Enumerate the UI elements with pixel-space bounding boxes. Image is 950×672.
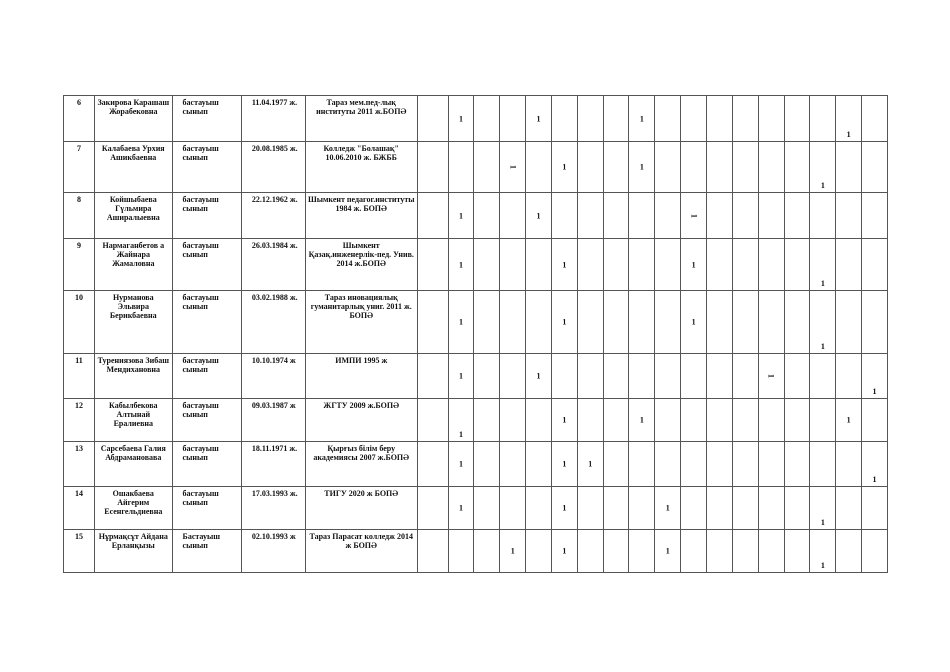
- mark-cell: [732, 399, 758, 442]
- mark-cell: [758, 399, 784, 442]
- mark-value: 1: [459, 211, 463, 220]
- mark-value: 1: [639, 162, 644, 172]
- mark-value: 1: [689, 213, 699, 218]
- mark-cell: [707, 291, 733, 354]
- education-info: Тараз иновациялық гуманитарлық униг. 2011 ж. БОПӘ: [305, 291, 417, 354]
- table-row: [64, 442, 888, 487]
- mark-cell: [474, 96, 500, 142]
- mark-value: 1: [562, 415, 567, 425]
- mark-cell: [500, 291, 526, 354]
- mark-cell: [603, 530, 629, 573]
- mark-cell: [629, 442, 655, 487]
- mark-cell: [629, 142, 655, 193]
- birth-date: 11.04.1977 ж.: [241, 96, 305, 142]
- mark-cell: [681, 442, 707, 487]
- mark-cell: [707, 239, 733, 291]
- mark-cell: [732, 530, 758, 573]
- mark-cell: [603, 239, 629, 291]
- mark-cell: [810, 96, 836, 142]
- mark-cell: [500, 193, 526, 239]
- mark-cell: [474, 354, 500, 399]
- mark-cell: [810, 487, 836, 530]
- table-row: [64, 142, 888, 193]
- mark-cell: [448, 354, 474, 399]
- mark-cell: [655, 142, 681, 193]
- mark-cell: [603, 142, 629, 193]
- teaching-level: бастауыш сынып: [172, 193, 241, 239]
- mark-cell: [577, 442, 603, 487]
- mark-cell: [629, 399, 655, 442]
- mark-cell: [551, 96, 577, 142]
- mark-value: 1: [846, 130, 851, 139]
- mark-cell: [551, 487, 577, 530]
- row-number: 6: [64, 96, 95, 142]
- mark-value: 1: [820, 279, 825, 288]
- mark-cell: [551, 442, 577, 487]
- mark-cell: [655, 530, 681, 573]
- mark-value: 1: [459, 260, 463, 269]
- mark-cell: [758, 530, 784, 573]
- mark-cell: [732, 487, 758, 530]
- mark-cell: [784, 442, 810, 487]
- mark-value: 1: [691, 260, 696, 269]
- mark-cell: [577, 354, 603, 399]
- table-row: [64, 193, 888, 239]
- mark-cell: [681, 142, 707, 193]
- mark-cell: [551, 142, 577, 193]
- mark-cell: [500, 142, 526, 193]
- mark-cell: [417, 399, 448, 442]
- birth-date: 26.03.1984 ж.: [241, 239, 305, 291]
- mark-cell: [526, 399, 552, 442]
- table-row: [64, 291, 888, 354]
- mark-cell: [862, 193, 888, 239]
- mark-cell: [577, 239, 603, 291]
- mark-cell: [681, 487, 707, 530]
- mark-cell: [603, 442, 629, 487]
- mark-cell: [784, 354, 810, 399]
- mark-cell: [603, 399, 629, 442]
- mark-value: 1: [459, 430, 463, 439]
- mark-cell: [551, 399, 577, 442]
- mark-value: 1: [562, 317, 567, 327]
- mark-cell: [474, 442, 500, 487]
- mark-cell: [655, 239, 681, 291]
- mark-cell: [784, 399, 810, 442]
- table-row: [64, 399, 888, 442]
- mark-cell: [784, 142, 810, 193]
- mark-cell: [500, 487, 526, 530]
- mark-cell: [629, 239, 655, 291]
- mark-cell: [629, 354, 655, 399]
- mark-cell: [474, 291, 500, 354]
- teacher-name: Ошакбаева Айгерим Есенгельдиевна: [95, 487, 173, 530]
- mark-cell: [474, 487, 500, 530]
- mark-cell: [810, 399, 836, 442]
- mark-cell: [448, 487, 474, 530]
- mark-cell: [474, 239, 500, 291]
- mark-value: 1: [766, 374, 776, 378]
- mark-cell: [862, 239, 888, 291]
- birth-date: 22.12.1962 ж.: [241, 193, 305, 239]
- birth-date: 09.03.1987 ж: [241, 399, 305, 442]
- row-number: 13: [64, 442, 95, 487]
- mark-cell: [758, 354, 784, 399]
- mark-cell: [707, 193, 733, 239]
- mark-cell: [526, 96, 552, 142]
- teaching-level: бастауыш сынып: [172, 354, 241, 399]
- mark-cell: [784, 487, 810, 530]
- mark-cell: [681, 354, 707, 399]
- mark-cell: [500, 239, 526, 291]
- mark-cell: [577, 487, 603, 530]
- row-number: 7: [64, 142, 95, 193]
- teacher-name: Нурманова Эльвира Берикбаевна: [95, 291, 173, 354]
- mark-cell: [655, 193, 681, 239]
- mark-value: 1: [639, 114, 644, 123]
- mark-cell: [629, 487, 655, 530]
- mark-cell: [784, 291, 810, 354]
- mark-cell: [810, 530, 836, 573]
- education-info: Тараз Парасат колледж 2014 ж БОПӘ: [305, 530, 417, 573]
- birth-date: 18.11.1971 ж.: [241, 442, 305, 487]
- mark-cell: [629, 291, 655, 354]
- mark-cell: [577, 96, 603, 142]
- mark-cell: [707, 487, 733, 530]
- mark-value: 1: [665, 503, 670, 513]
- mark-cell: [577, 142, 603, 193]
- education-info: ТИГУ 2020 ж БОПӘ: [305, 487, 417, 530]
- mark-cell: [417, 530, 448, 573]
- teacher-name: Сарсебаева Галия Абдрамановава: [95, 442, 173, 487]
- row-number: 15: [64, 530, 95, 573]
- mark-cell: [448, 442, 474, 487]
- mark-cell: [448, 399, 474, 442]
- mark-value: 1: [459, 114, 463, 123]
- mark-value: 1: [536, 211, 541, 220]
- mark-value: 1: [820, 561, 825, 570]
- mark-value: 1: [820, 181, 825, 190]
- mark-value: 1: [459, 459, 463, 469]
- mark-cell: [577, 399, 603, 442]
- mark-value: 1: [562, 459, 567, 469]
- mark-cell: [836, 442, 862, 487]
- mark-value: 1: [562, 260, 567, 269]
- mark-cell: [810, 291, 836, 354]
- mark-cell: [448, 239, 474, 291]
- teaching-level: бастауыш сынып: [172, 239, 241, 291]
- mark-cell: [681, 96, 707, 142]
- mark-cell: [681, 291, 707, 354]
- mark-cell: [732, 193, 758, 239]
- mark-value: 1: [872, 387, 877, 396]
- mark-cell: [707, 142, 733, 193]
- mark-cell: [784, 530, 810, 573]
- mark-cell: [862, 96, 888, 142]
- mark-cell: [836, 239, 862, 291]
- mark-cell: [500, 399, 526, 442]
- mark-cell: [784, 193, 810, 239]
- mark-cell: [526, 239, 552, 291]
- mark-cell: [629, 96, 655, 142]
- mark-value: 1: [562, 162, 567, 172]
- mark-cell: [448, 193, 474, 239]
- mark-cell: [500, 530, 526, 573]
- mark-cell: [707, 96, 733, 142]
- mark-cell: [655, 291, 681, 354]
- mark-value: 1: [508, 165, 518, 169]
- mark-cell: [655, 354, 681, 399]
- mark-cell: [417, 442, 448, 487]
- mark-cell: [836, 193, 862, 239]
- row-number: 11: [64, 354, 95, 399]
- teaching-level: бастауыш сынып: [172, 291, 241, 354]
- mark-cell: [732, 239, 758, 291]
- education-info: Колледж "Болашақ" 10.06.2010 ж. БЖББ: [305, 142, 417, 193]
- mark-cell: [732, 96, 758, 142]
- mark-cell: [732, 442, 758, 487]
- teacher-name: Нұрмақсұт Айдана Ерланқызы: [95, 530, 173, 573]
- mark-cell: [810, 142, 836, 193]
- mark-value: 1: [536, 371, 541, 381]
- mark-value: 1: [691, 317, 696, 327]
- mark-cell: [836, 96, 862, 142]
- mark-cell: [810, 354, 836, 399]
- mark-value: 1: [872, 475, 877, 484]
- mark-cell: [500, 354, 526, 399]
- mark-value: 1: [820, 342, 825, 351]
- mark-cell: [758, 442, 784, 487]
- table-row: [64, 354, 888, 399]
- mark-cell: [551, 193, 577, 239]
- mark-cell: [758, 96, 784, 142]
- mark-value: 1: [562, 503, 567, 513]
- mark-cell: [500, 442, 526, 487]
- mark-cell: [603, 291, 629, 354]
- mark-cell: [655, 442, 681, 487]
- mark-cell: [758, 487, 784, 530]
- mark-cell: [551, 239, 577, 291]
- mark-cell: [681, 399, 707, 442]
- birth-date: 10.10.1974 ж: [241, 354, 305, 399]
- mark-cell: [474, 142, 500, 193]
- mark-cell: [526, 142, 552, 193]
- teacher-name: Кабылбекова Алтынай Ералиевна: [95, 399, 173, 442]
- mark-cell: [758, 239, 784, 291]
- row-number: 12: [64, 399, 95, 442]
- mark-cell: [707, 399, 733, 442]
- mark-cell: [474, 193, 500, 239]
- mark-cell: [681, 530, 707, 573]
- row-number: 9: [64, 239, 95, 291]
- teaching-level: Бастауыш сынып: [172, 530, 241, 573]
- mark-cell: [577, 530, 603, 573]
- mark-cell: [500, 96, 526, 142]
- teacher-name: Койшыбаева Гүльмира Аширалыевна: [95, 193, 173, 239]
- mark-cell: [526, 354, 552, 399]
- mark-cell: [862, 487, 888, 530]
- mark-cell: [629, 193, 655, 239]
- mark-cell: [836, 487, 862, 530]
- mark-cell: [707, 442, 733, 487]
- mark-cell: [551, 354, 577, 399]
- table-row: [64, 530, 888, 573]
- row-number: 8: [64, 193, 95, 239]
- mark-value: 1: [820, 518, 825, 527]
- mark-cell: [810, 442, 836, 487]
- birth-date: 02.10.1993 ж: [241, 530, 305, 573]
- education-info: ЖГТУ 2009 ж.БОПӘ: [305, 399, 417, 442]
- mark-cell: [758, 142, 784, 193]
- mark-value: 1: [510, 546, 515, 556]
- teacher-name: Закирова Карашаш Жорабековна: [95, 96, 173, 142]
- mark-cell: [448, 291, 474, 354]
- mark-cell: [603, 354, 629, 399]
- staff-table: [63, 95, 888, 573]
- mark-cell: [707, 530, 733, 573]
- mark-cell: [577, 193, 603, 239]
- mark-value: 1: [459, 371, 463, 381]
- mark-cell: [732, 142, 758, 193]
- education-info: Шымкент Қазақ.инженерлік-пед. Унив. 2014 ж.БОПӘ: [305, 239, 417, 291]
- mark-cell: [526, 193, 552, 239]
- mark-cell: [417, 487, 448, 530]
- education-info: ИМПИ 1995 ж: [305, 354, 417, 399]
- mark-cell: [417, 142, 448, 193]
- mark-cell: [862, 399, 888, 442]
- mark-cell: [784, 239, 810, 291]
- mark-cell: [603, 487, 629, 530]
- mark-cell: [474, 530, 500, 573]
- mark-cell: [836, 142, 862, 193]
- mark-cell: [758, 193, 784, 239]
- mark-value: 1: [639, 415, 644, 425]
- mark-cell: [810, 239, 836, 291]
- mark-cell: [862, 530, 888, 573]
- table-row: [64, 239, 888, 291]
- mark-cell: [603, 193, 629, 239]
- mark-cell: [417, 291, 448, 354]
- mark-cell: [655, 399, 681, 442]
- mark-cell: [862, 354, 888, 399]
- mark-value: 1: [588, 459, 593, 469]
- mark-value: 1: [459, 503, 463, 513]
- table-row: [64, 487, 888, 530]
- table-row: [64, 96, 888, 142]
- teacher-name: Турениязова Зибаш Мендихановна: [95, 354, 173, 399]
- mark-cell: [526, 487, 552, 530]
- mark-cell: [836, 291, 862, 354]
- mark-cell: [862, 291, 888, 354]
- education-info: Шымкент педагог.институты 1984 ж. БОПӘ: [305, 193, 417, 239]
- mark-cell: [655, 487, 681, 530]
- mark-cell: [526, 291, 552, 354]
- mark-cell: [836, 354, 862, 399]
- mark-cell: [784, 96, 810, 142]
- mark-cell: [862, 442, 888, 487]
- teacher-name: Нармаганбетов а Жайнара Жамаловна: [95, 239, 173, 291]
- mark-value: 1: [665, 546, 670, 556]
- mark-cell: [603, 96, 629, 142]
- mark-cell: [629, 530, 655, 573]
- teaching-level: бастауыш сынып: [172, 487, 241, 530]
- teaching-level: бастауыш сынып: [172, 442, 241, 487]
- mark-cell: [862, 142, 888, 193]
- mark-value: 1: [459, 317, 463, 327]
- education-info: Тараз мем.пед-лық институты 2011 ж.БОПӘ: [305, 96, 417, 142]
- mark-cell: [681, 193, 707, 239]
- mark-cell: [836, 399, 862, 442]
- mark-cell: [551, 530, 577, 573]
- mark-cell: [474, 399, 500, 442]
- mark-cell: [732, 291, 758, 354]
- mark-cell: [551, 291, 577, 354]
- row-number: 10: [64, 291, 95, 354]
- row-number: 14: [64, 487, 95, 530]
- mark-cell: [732, 354, 758, 399]
- mark-cell: [681, 239, 707, 291]
- teacher-name: Калабаева Урхия Ашикбаевна: [95, 142, 173, 193]
- education-info: Қырғыз білім беру академиясы 2007 ж.БОПӘ: [305, 442, 417, 487]
- mark-value: 1: [846, 415, 851, 425]
- mark-cell: [577, 291, 603, 354]
- mark-cell: [417, 239, 448, 291]
- mark-cell: [526, 442, 552, 487]
- mark-cell: [448, 96, 474, 142]
- mark-value: 1: [562, 546, 567, 556]
- mark-cell: [448, 142, 474, 193]
- mark-cell: [810, 193, 836, 239]
- mark-cell: [417, 193, 448, 239]
- mark-cell: [836, 530, 862, 573]
- mark-cell: [417, 354, 448, 399]
- teaching-level: бастауыш сынып: [172, 399, 241, 442]
- mark-cell: [448, 530, 474, 573]
- birth-date: 03.02.1988 ж.: [241, 291, 305, 354]
- mark-value: 1: [536, 114, 541, 123]
- birth-date: 17.03.1993 ж.: [241, 487, 305, 530]
- mark-cell: [526, 530, 552, 573]
- mark-cell: [707, 354, 733, 399]
- mark-cell: [417, 96, 448, 142]
- birth-date: 20.08.1985 ж.: [241, 142, 305, 193]
- teaching-level: бастауыш сынып: [172, 96, 241, 142]
- teaching-level: бастауыш сынып: [172, 142, 241, 193]
- mark-cell: [758, 291, 784, 354]
- mark-cell: [655, 96, 681, 142]
